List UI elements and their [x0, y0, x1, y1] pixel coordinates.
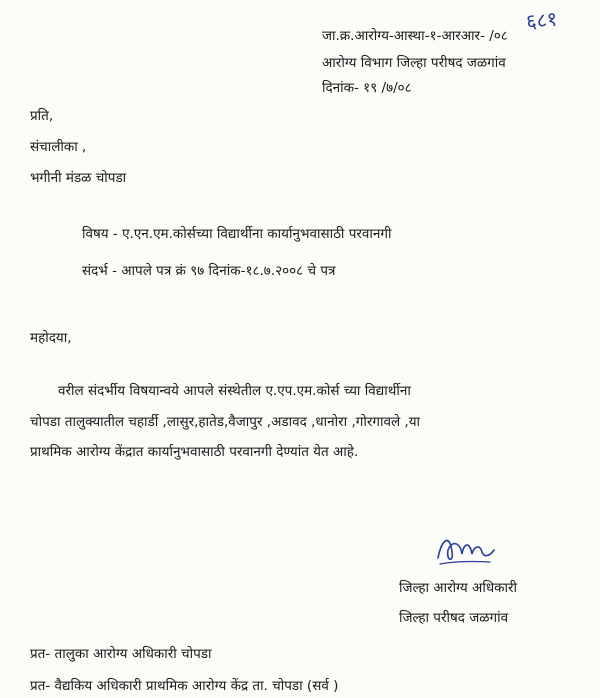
letter-date: दिनांक- १९ /७/०८: [322, 80, 412, 96]
copy-to-line-2: प्रत- वैद्यकिय अधिकारी प्राथमिक आरोग्य केंद्र ता. चोपडा (सर्व ): [30, 678, 339, 694]
recipient-title: संचालीका ,: [30, 139, 87, 155]
issuing-office: आरोग्य विभाग जिल्हा परीषद जळगांव: [322, 55, 506, 71]
reference-number: जा.क्र.आरोग्य-आस्था-१-आरआर- /०८: [322, 28, 508, 44]
body-line-1: वरील संदर्भीय विषयान्वये आपले संस्थेतील ए.एप.एम.कोर्स च्या विद्यार्थीना: [58, 383, 411, 399]
reference-line: संदर्भ - आपले पत्र क्रं ९७ दिनांक-१८.७.२००८ चे पत्र: [82, 263, 336, 279]
body-line-2: चोपडा तालुक्यातील चहार्डी ,लासुर,हातेड,वैजापुर ,अडावद ,धानोरा ,गोरगावले ,या: [30, 414, 421, 430]
recipient-organization: भगीनी मंडळ चोपडा: [30, 170, 127, 186]
recipient-prefix: प्रति,: [30, 108, 54, 124]
salutation: महोदया,: [30, 330, 72, 346]
signatory-title: जिल्हा आरोग्य अधिकारी: [399, 580, 518, 596]
signatory-office: जिल्हा परीषद जळगांव: [399, 610, 509, 626]
signature: [432, 528, 502, 568]
handwritten-inward-number: ६८१: [524, 6, 559, 34]
body-line-3: प्राथमिक आरोग्य केंद्रात कार्यानुभवासाठी परवानगी देण्यांत येत आहे.: [30, 444, 359, 460]
copy-to-line-1: प्रत- तालुका आरोग्य अधिकारी चोपडा: [30, 646, 212, 662]
subject-line: विषय - ए.एन.एम.कोर्सच्या विद्यार्थीना कार्यानुभवासाठी परवानगी: [82, 226, 392, 242]
